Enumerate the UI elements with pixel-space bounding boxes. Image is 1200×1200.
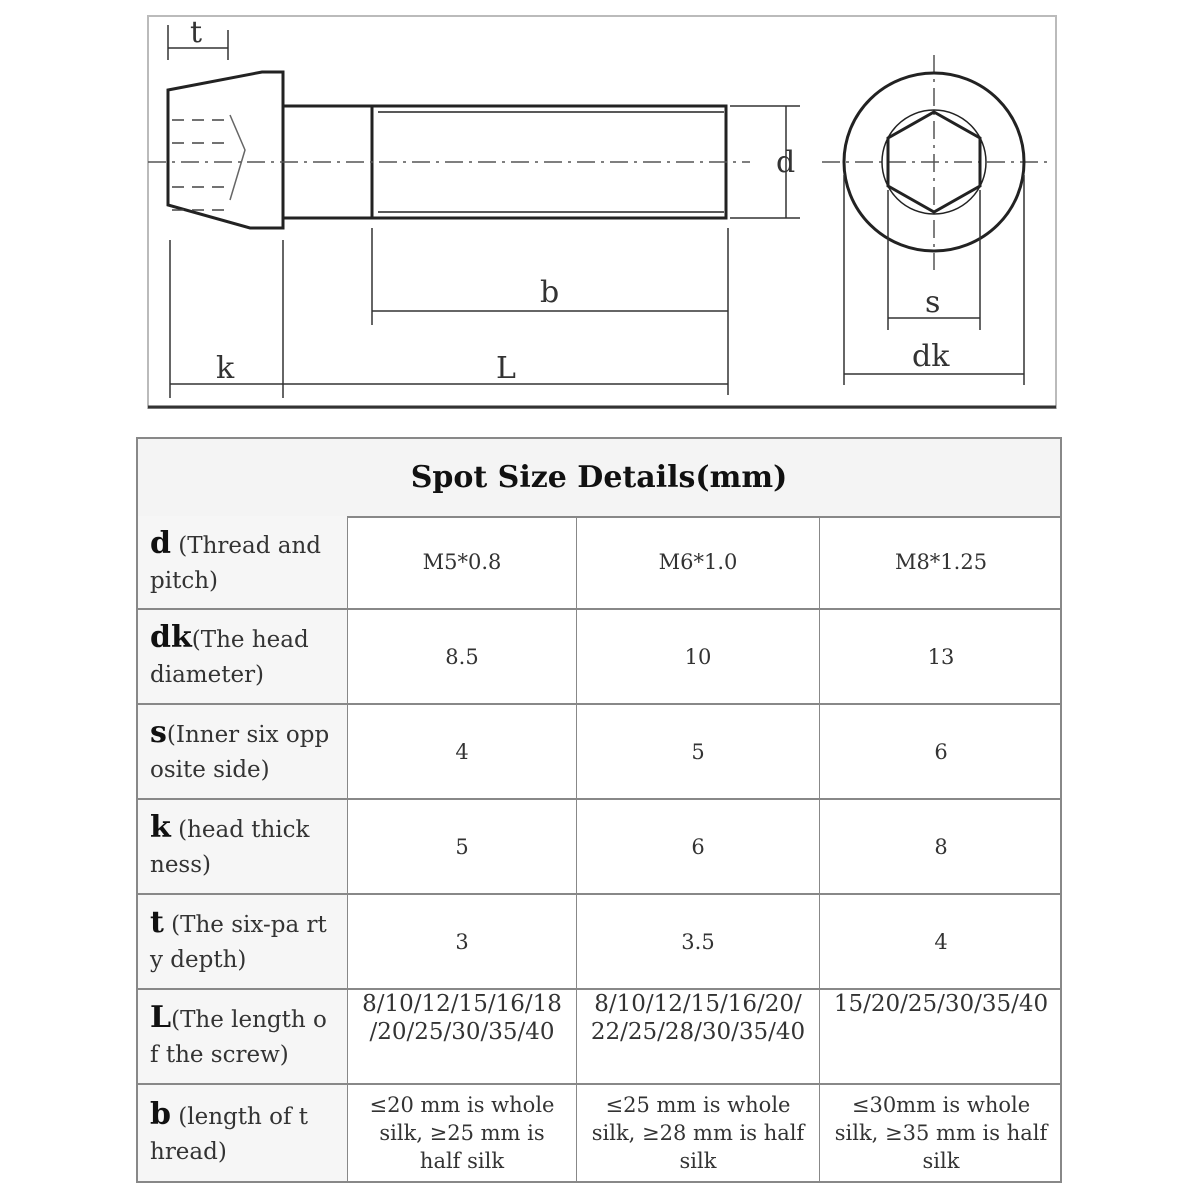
label-s: s [925,285,941,320]
row-description: (The head diameter) [150,627,309,688]
row-description: (Inner six opp osite side) [150,722,330,783]
row-header [138,990,348,1085]
row-header [138,1085,348,1183]
label-b: b [540,275,560,310]
screw-dimension-diagram [0,0,1200,420]
spec-table [136,437,1062,1183]
table-cell: M8*1.25 [820,516,1062,610]
row-description: (Thread and pitch) [150,532,322,594]
row-header [138,516,348,610]
label-k: k [216,351,235,386]
row-description: (The six-pa rt y depth) [150,912,327,973]
table-cell: 5 [348,800,577,895]
row-header [138,705,348,800]
table-cell: 6 [820,705,1062,800]
label-dk: dk [912,339,950,374]
table-cell: 4 [348,705,577,800]
row-symbol: b [150,1096,171,1132]
row-symbol: dk [150,620,192,655]
table-cell: 6 [577,800,820,895]
table-cell: 15/20/25/30/35/40 [820,990,1062,1085]
table-cell: 8/10/12/15/16/18 /20/25/30/35/40 [348,990,577,1085]
row-description: (head thick ness) [150,817,310,878]
table-cell: M5*0.8 [348,516,577,610]
table-title: Spot Size Details(mm) [138,439,1060,518]
table-cell: 8.5 [348,610,577,705]
label-t: t [190,15,203,50]
row-header [138,895,348,990]
row-symbol: s [150,715,167,750]
row-symbol: d [150,525,171,561]
table-cell: 8/10/12/15/16/20/ 22/25/28/30/35/40 [577,990,820,1085]
table-cell: 3 [348,895,577,990]
table-cell: ≤20 mm is whole silk, ≥25 mm is half silk [348,1085,577,1183]
row-symbol: t [150,905,164,940]
row-symbol: L [150,1000,172,1035]
table-cell: 8 [820,800,1062,895]
row-header [138,800,348,895]
label-L: L [496,351,516,386]
label-d: d [776,145,796,180]
row-symbol: k [150,810,171,845]
table-cell: 5 [577,705,820,800]
table-cell: 4 [820,895,1062,990]
table-cell: 10 [577,610,820,705]
row-description: (length of t hread) [150,1103,309,1165]
row-header [138,610,348,705]
table-cell: 13 [820,610,1062,705]
table-cell: ≤30mm is whole silk, ≥35 mm is half silk [820,1085,1062,1183]
table-cell: 3.5 [577,895,820,990]
table-cell: M6*1.0 [577,516,820,610]
row-description: (The length o f the screw) [150,1007,327,1068]
table-cell: ≤25 mm is whole silk, ≥28 mm is half silk [577,1085,820,1183]
